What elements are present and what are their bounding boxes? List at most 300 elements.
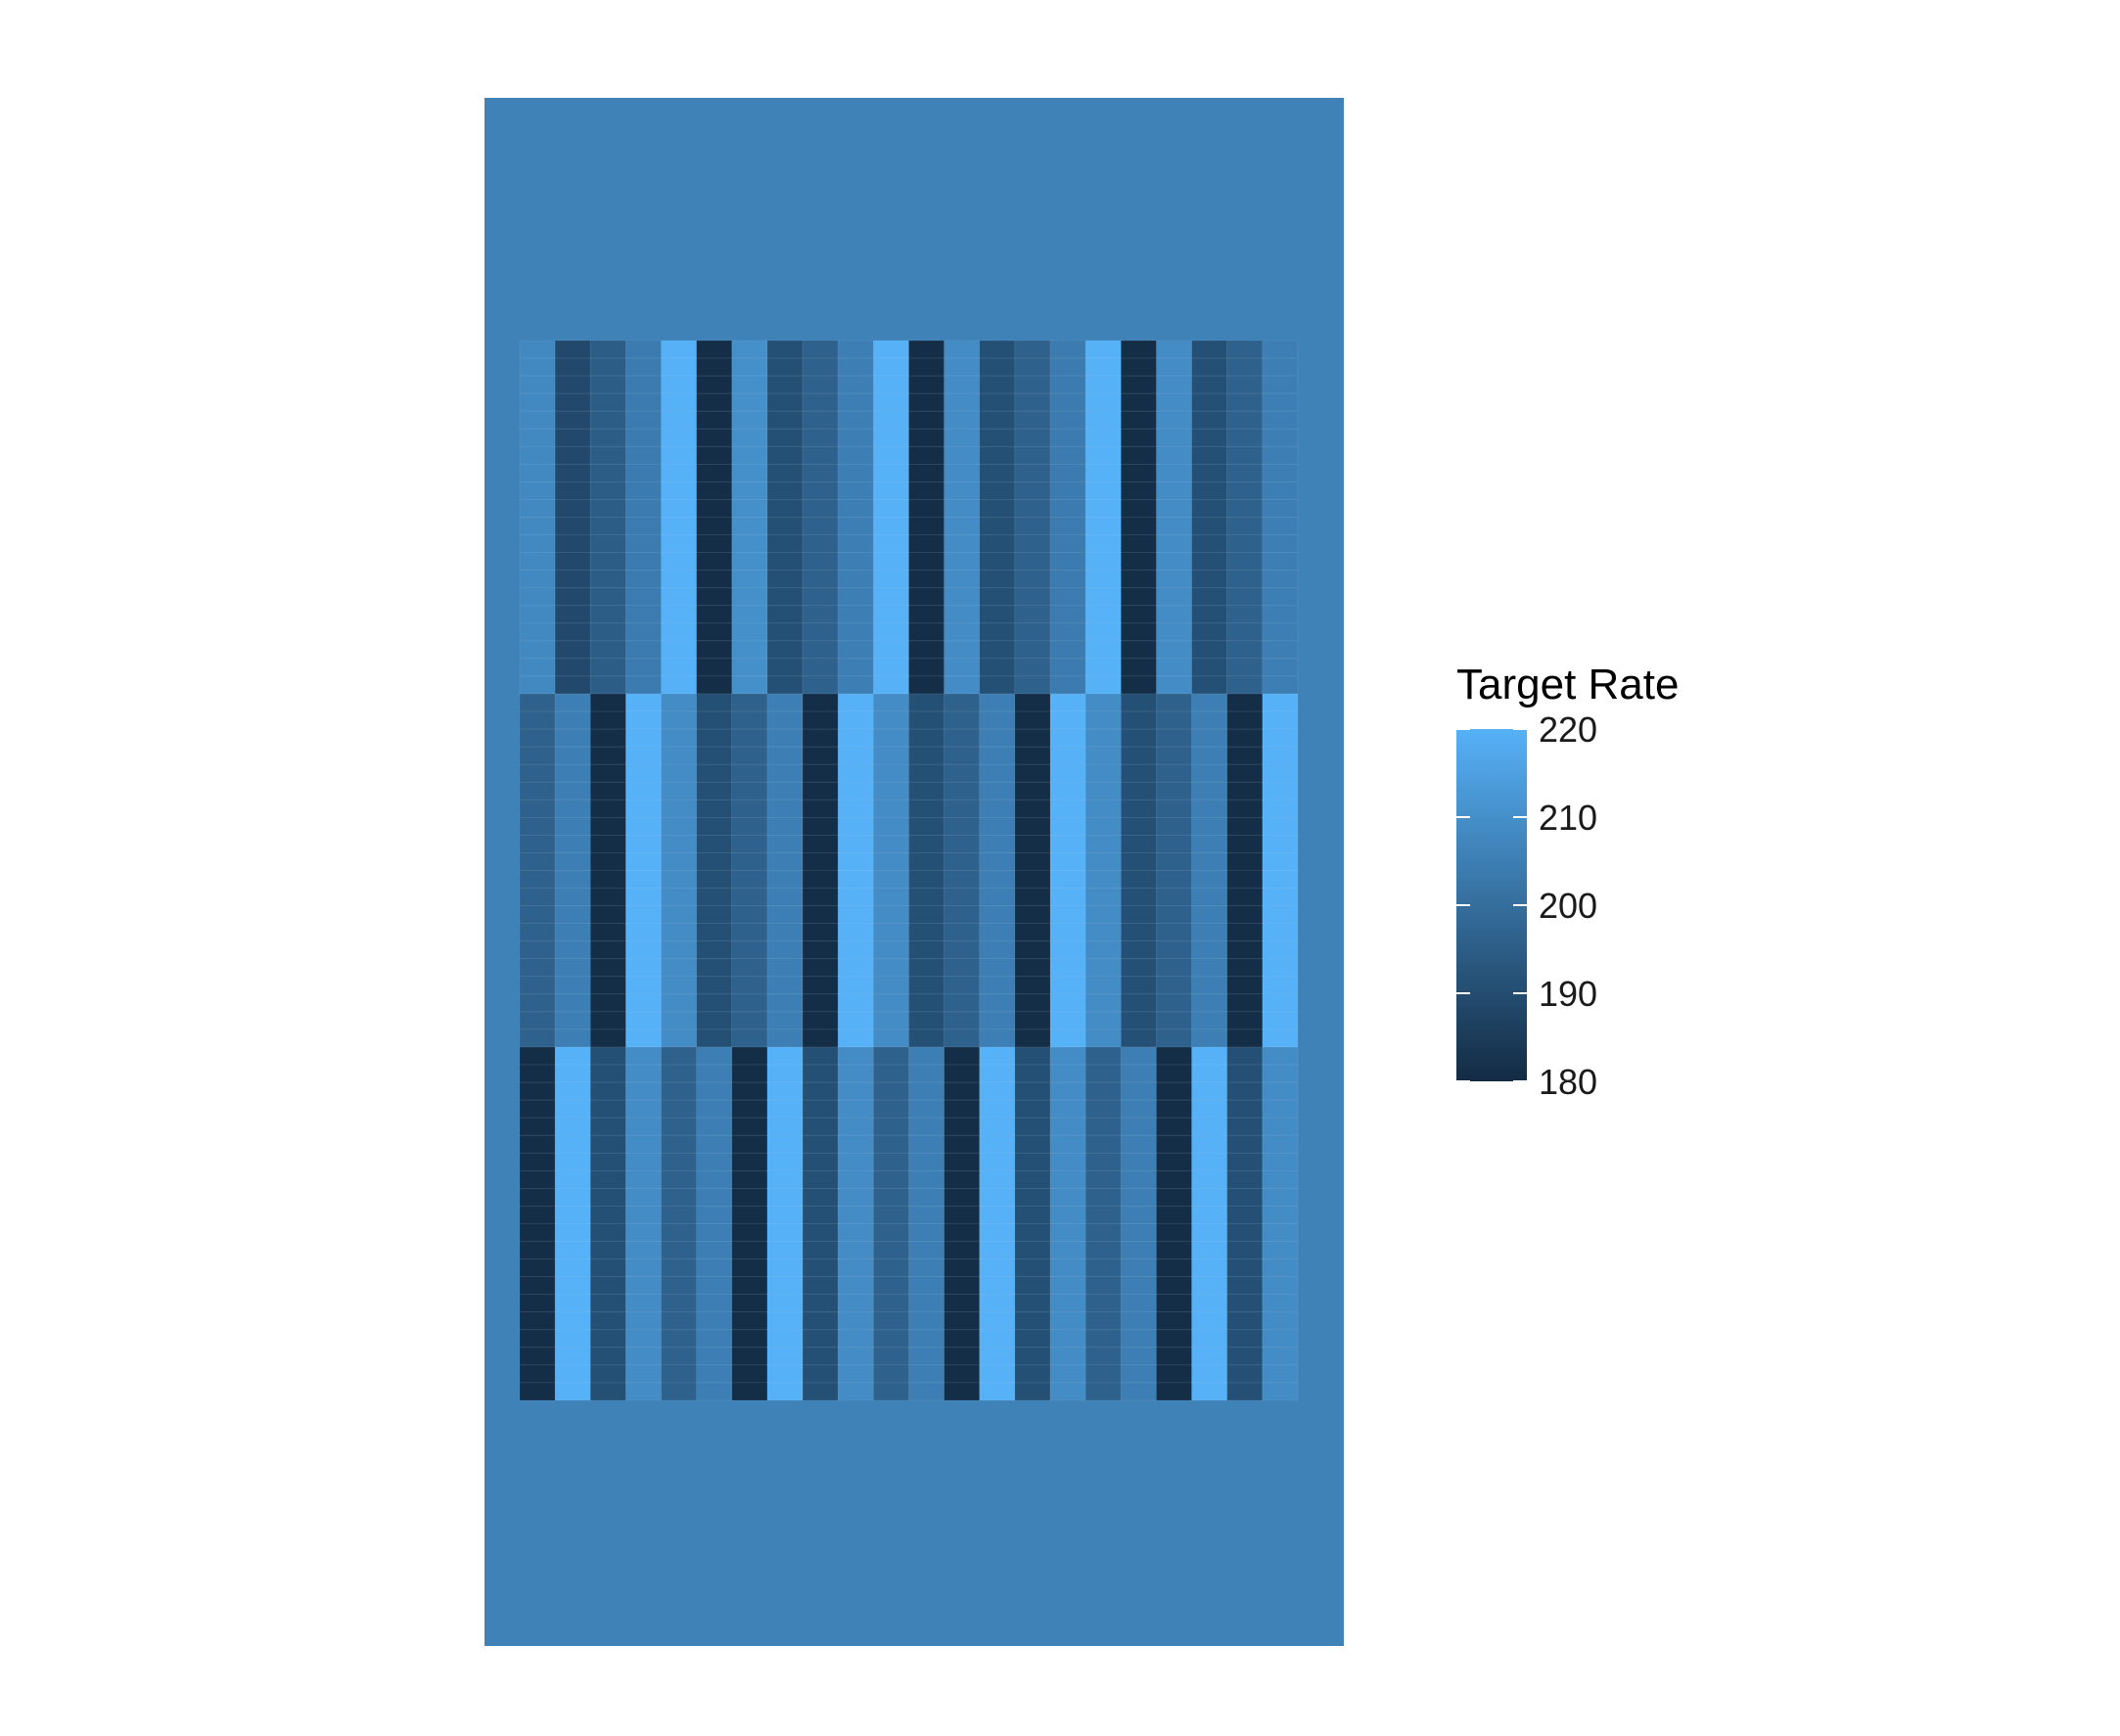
heatmap-tile (662, 977, 697, 994)
legend-tick-label: 180 (1539, 1062, 1598, 1102)
heatmap-tile (590, 411, 625, 429)
heatmap-tile (662, 889, 697, 906)
heatmap-tile (1227, 499, 1263, 517)
heatmap-tile (1050, 429, 1085, 446)
heatmap-tile (662, 729, 697, 747)
heatmap-tile (1227, 676, 1263, 694)
heatmap-tile (767, 1065, 803, 1082)
heatmap-tile (803, 1065, 838, 1082)
heatmap-tile (980, 1065, 1015, 1082)
heatmap-tile (1263, 959, 1298, 977)
heatmap-tile (945, 764, 980, 782)
heatmap-tile (803, 1047, 838, 1065)
heatmap-tile (1156, 941, 1191, 959)
heatmap-tile (1192, 799, 1227, 817)
heatmap-tile (662, 553, 697, 571)
heatmap-tile (1121, 729, 1156, 747)
heatmap-tile (838, 358, 873, 376)
heatmap-tile (767, 446, 803, 464)
heatmap-tile (1227, 941, 1263, 959)
heatmap-tile (520, 676, 555, 694)
heatmap-tile (803, 941, 838, 959)
heatmap-tile (662, 799, 697, 817)
heatmap-tile (662, 817, 697, 835)
heatmap-tile (555, 518, 590, 535)
heatmap-tile (732, 782, 767, 799)
heatmap-tile (909, 799, 945, 817)
heatmap-tile (662, 1330, 697, 1348)
heatmap-tile (662, 994, 697, 1012)
heatmap-tile (732, 906, 767, 924)
heatmap-tile (732, 977, 767, 994)
heatmap-tile (1263, 411, 1298, 429)
heatmap-tile (909, 835, 945, 852)
heatmap-tile (1050, 1259, 1085, 1277)
heatmap-tile (1192, 941, 1227, 959)
heatmap-tile (555, 641, 590, 659)
heatmap-tile (1015, 1170, 1050, 1188)
heatmap-tile (767, 835, 803, 852)
heatmap-tile (1050, 1188, 1085, 1206)
heatmap-tile (662, 924, 697, 941)
heatmap-tile (732, 676, 767, 694)
heatmap-tile (1192, 747, 1227, 764)
heatmap-tile (520, 1188, 555, 1206)
heatmap-tile (838, 906, 873, 924)
heatmap-tile (1085, 1259, 1121, 1277)
heatmap-tile (555, 1118, 590, 1135)
heatmap-tile (873, 1330, 908, 1348)
heatmap-tile (1156, 518, 1191, 535)
heatmap-tile (1050, 941, 1085, 959)
heatmap-tile (520, 835, 555, 852)
heatmap-tile (1227, 1153, 1263, 1170)
heatmap-tile (1263, 729, 1298, 747)
heatmap-tile (1156, 977, 1191, 994)
heatmap-tiles (520, 341, 1298, 1400)
heatmap-tile (945, 694, 980, 711)
heatmap-tile (873, 1277, 908, 1295)
heatmap-tile (625, 747, 661, 764)
heatmap-tile (1121, 411, 1156, 429)
heatmap-tile (945, 747, 980, 764)
heatmap-tile (945, 1365, 980, 1383)
heatmap-tile (873, 764, 908, 782)
heatmap-tile (1085, 694, 1121, 711)
heatmap-tile (732, 1206, 767, 1223)
heatmap-tile (1192, 376, 1227, 393)
heatmap-tile (767, 481, 803, 499)
heatmap-tile (909, 553, 945, 571)
heatmap-tile (662, 1277, 697, 1295)
heatmap-tile (520, 1277, 555, 1295)
heatmap-tile (697, 871, 732, 889)
heatmap-tile (1015, 411, 1050, 429)
heatmap-tile (873, 1348, 908, 1365)
heatmap-tile (590, 1312, 625, 1330)
heatmap-tile (732, 959, 767, 977)
heatmap-tile (1227, 623, 1263, 641)
heatmap-tile (590, 623, 625, 641)
heatmap-tile (1085, 924, 1121, 941)
heatmap-tile (1050, 535, 1085, 553)
heatmap-tile (1085, 571, 1121, 588)
heatmap-tile (838, 1295, 873, 1312)
heatmap-tile (909, 782, 945, 799)
heatmap-tile (590, 1029, 625, 1047)
heatmap-tile (1156, 906, 1191, 924)
heatmap-tile (732, 817, 767, 835)
heatmap-tile (697, 464, 732, 481)
heatmap-tile (1050, 553, 1085, 571)
heatmap-tile (732, 729, 767, 747)
heatmap-tile (980, 659, 1015, 676)
heatmap-tile (1121, 464, 1156, 481)
heatmap-tile (803, 623, 838, 641)
heatmap-tile (1156, 676, 1191, 694)
heatmap-tile (520, 623, 555, 641)
heatmap-tile (1085, 606, 1121, 623)
heatmap-tile (945, 623, 980, 641)
heatmap-tile (909, 1277, 945, 1295)
heatmap-tile (662, 464, 697, 481)
heatmap-tile (590, 429, 625, 446)
heatmap-tile (873, 606, 908, 623)
heatmap-tile (873, 817, 908, 835)
heatmap-tile (590, 1259, 625, 1277)
heatmap-tile (1192, 553, 1227, 571)
heatmap-tile (625, 1029, 661, 1047)
heatmap-tile (555, 782, 590, 799)
heatmap-tile (767, 1295, 803, 1312)
heatmap-tile (1156, 659, 1191, 676)
heatmap-tile (873, 641, 908, 659)
heatmap-tile (1156, 429, 1191, 446)
heatmap-tile (662, 959, 697, 977)
heatmap-tile (1121, 1012, 1156, 1029)
heatmap-tile (838, 924, 873, 941)
heatmap-tile (1050, 1012, 1085, 1029)
heatmap-tile (1192, 1365, 1227, 1383)
heatmap-tile (520, 1118, 555, 1135)
heatmap-tile (625, 358, 661, 376)
heatmap-tile (732, 711, 767, 729)
heatmap-tile (1121, 1206, 1156, 1223)
heatmap-tile (1192, 411, 1227, 429)
heatmap-tile (1227, 1188, 1263, 1206)
heatmap-tile (767, 341, 803, 358)
heatmap-tile (1227, 1012, 1263, 1029)
heatmap-tile (1156, 535, 1191, 553)
heatmap-tile (625, 1259, 661, 1277)
heatmap-tile (838, 1259, 873, 1277)
heatmap-tile (1050, 676, 1085, 694)
heatmap-tile (1050, 1206, 1085, 1223)
heatmap-tile (1156, 1312, 1191, 1330)
heatmap-tile (767, 1348, 803, 1365)
heatmap-tile (945, 1082, 980, 1100)
heatmap-tile (838, 659, 873, 676)
heatmap-tile (1192, 1135, 1227, 1153)
heatmap-tile (555, 871, 590, 889)
heatmap-tile (697, 588, 732, 606)
heatmap-tile (732, 1170, 767, 1188)
heatmap-tile (767, 799, 803, 817)
heatmap-tile (1050, 1153, 1085, 1170)
heatmap-tile (697, 764, 732, 782)
heatmap-tile (555, 393, 590, 411)
heatmap-tile (838, 747, 873, 764)
heatmap-tile (980, 571, 1015, 588)
heatmap-tile (590, 446, 625, 464)
heatmap-tile (1085, 1206, 1121, 1223)
heatmap-tile (1263, 1029, 1298, 1047)
heatmap-tile (1015, 393, 1050, 411)
heatmap-tile (803, 553, 838, 571)
heatmap-tile (873, 889, 908, 906)
heatmap-tile (732, 1383, 767, 1400)
heatmap-tile (520, 641, 555, 659)
heatmap-tile (838, 499, 873, 517)
heatmap-tile (980, 464, 1015, 481)
heatmap-tile (625, 464, 661, 481)
heatmap-tile (1156, 1153, 1191, 1170)
heatmap-tile (1227, 994, 1263, 1012)
heatmap-tile (838, 535, 873, 553)
heatmap-tile (662, 606, 697, 623)
heatmap-tile (662, 1348, 697, 1365)
heatmap-tile (1227, 799, 1263, 817)
legend-tick-label: 210 (1539, 798, 1598, 838)
heatmap-tile (803, 729, 838, 747)
heatmap-tile (945, 1224, 980, 1242)
heatmap-tile (838, 376, 873, 393)
heatmap-tile (625, 1330, 661, 1348)
heatmap-tile (1263, 1365, 1298, 1383)
heatmap-tile (625, 852, 661, 870)
heatmap-tile (945, 977, 980, 994)
heatmap-tile (838, 1277, 873, 1295)
heatmap-tile (1263, 429, 1298, 446)
heatmap-tile (980, 518, 1015, 535)
heatmap-tile (1015, 606, 1050, 623)
heatmap-tile (980, 729, 1015, 747)
heatmap-tile (1121, 1259, 1156, 1277)
heatmap-tile (662, 499, 697, 517)
heatmap-tile (697, 376, 732, 393)
heatmap-tile (1085, 1365, 1121, 1383)
heatmap-tile (1015, 1206, 1050, 1223)
heatmap-tile (1192, 1065, 1227, 1082)
heatmap-tile (1192, 641, 1227, 659)
heatmap-tile (1085, 1277, 1121, 1295)
heatmap-tile (873, 1188, 908, 1206)
heatmap-tile (1085, 1348, 1121, 1365)
heatmap-tile (1121, 1295, 1156, 1312)
heatmap-tile (1015, 518, 1050, 535)
heatmap-tile (1121, 376, 1156, 393)
heatmap-tile (1156, 799, 1191, 817)
heatmap-tile (697, 358, 732, 376)
heatmap-tile (803, 376, 838, 393)
heatmap-tile (590, 906, 625, 924)
heatmap-tile (1121, 747, 1156, 764)
heatmap-tile (767, 1135, 803, 1153)
heatmap-tile (803, 1170, 838, 1188)
heatmap-tile (980, 1277, 1015, 1295)
heatmap-tile (625, 676, 661, 694)
heatmap-tile (945, 817, 980, 835)
heatmap-tile (1085, 1383, 1121, 1400)
heatmap-tile (1227, 711, 1263, 729)
heatmap-tile (1192, 1330, 1227, 1348)
heatmap-tile (945, 1170, 980, 1188)
heatmap-tile (1085, 1012, 1121, 1029)
heatmap-tile (555, 1188, 590, 1206)
heatmap-tile (873, 481, 908, 499)
heatmap-tile (1121, 518, 1156, 535)
heatmap-tile (1192, 1242, 1227, 1259)
heatmap-tile (767, 571, 803, 588)
heatmap-tile (697, 799, 732, 817)
heatmap-tile (909, 376, 945, 393)
heatmap-tile (1050, 764, 1085, 782)
heatmap-tile (1121, 341, 1156, 358)
heatmap-tile (1121, 1330, 1156, 1348)
heatmap-tile (590, 941, 625, 959)
heatmap-tile (980, 1012, 1015, 1029)
heatmap-tile (1121, 481, 1156, 499)
heatmap-tile (873, 1153, 908, 1170)
heatmap-tile (980, 977, 1015, 994)
heatmap-tile (909, 518, 945, 535)
heatmap-tile (625, 1277, 661, 1295)
heatmap-tile (555, 481, 590, 499)
heatmap-tile (1227, 588, 1263, 606)
heatmap-tile (873, 553, 908, 571)
heatmap-tile (662, 659, 697, 676)
heatmap-tile (1015, 659, 1050, 676)
heatmap-tile (838, 1012, 873, 1029)
heatmap-tile (1015, 852, 1050, 870)
heatmap-tile (590, 499, 625, 517)
heatmap-tile (873, 518, 908, 535)
heatmap-tile (1085, 1065, 1121, 1082)
heatmap-tile (909, 906, 945, 924)
heatmap-tile (697, 429, 732, 446)
heatmap-tile (909, 1295, 945, 1312)
heatmap-tile (1156, 588, 1191, 606)
heatmap-tile (873, 729, 908, 747)
heatmap-tile (873, 341, 908, 358)
heatmap-tile (1156, 835, 1191, 852)
heatmap-tile (1227, 1029, 1263, 1047)
heatmap-tile (767, 1029, 803, 1047)
heatmap-tile (697, 835, 732, 852)
heatmap-tile (909, 994, 945, 1012)
heatmap-tile (1263, 852, 1298, 870)
heatmap-tile (1156, 641, 1191, 659)
heatmap-tile (1015, 924, 1050, 941)
heatmap-tile (1015, 1065, 1050, 1082)
heatmap-tile (1015, 1082, 1050, 1100)
heatmap-tile (732, 835, 767, 852)
heatmap-tile (697, 1259, 732, 1277)
heatmap-tile (1227, 1082, 1263, 1100)
heatmap-tile (1050, 518, 1085, 535)
heatmap-tile (1263, 941, 1298, 959)
heatmap-tile (909, 959, 945, 977)
heatmap-tile (1015, 676, 1050, 694)
heatmap-tile (767, 553, 803, 571)
heatmap-tile (1263, 1065, 1298, 1082)
heatmap-tile (590, 1242, 625, 1259)
heatmap-tile (1085, 1242, 1121, 1259)
heatmap-tile (803, 871, 838, 889)
heatmap-tile (909, 606, 945, 623)
heatmap-tile (1227, 1348, 1263, 1365)
heatmap-tile (803, 393, 838, 411)
heatmap-tile (1085, 1029, 1121, 1047)
heatmap-tile (1121, 676, 1156, 694)
heatmap-tile (1263, 799, 1298, 817)
heatmap-tile (520, 782, 555, 799)
heatmap-tile (1156, 1277, 1191, 1295)
heatmap-tile (838, 1170, 873, 1188)
heatmap-tile (520, 341, 555, 358)
heatmap-tile (590, 1153, 625, 1170)
heatmap-tile (1192, 358, 1227, 376)
heatmap-tile (555, 1330, 590, 1348)
heatmap-tile (1192, 676, 1227, 694)
heatmap-tile (662, 1135, 697, 1153)
heatmap-tile (732, 464, 767, 481)
heatmap-tile (732, 747, 767, 764)
heatmap-tile (697, 1100, 732, 1118)
heatmap-tile (1015, 641, 1050, 659)
heatmap-tile (945, 1047, 980, 1065)
heatmap-tile (1263, 623, 1298, 641)
heatmap-tile (1263, 553, 1298, 571)
heatmap-tile (909, 623, 945, 641)
heatmap-tile (662, 941, 697, 959)
heatmap-tile (1050, 889, 1085, 906)
heatmap-tile (697, 959, 732, 977)
heatmap-tile (873, 1047, 908, 1065)
heatmap-tile (945, 411, 980, 429)
heatmap-tile (767, 1259, 803, 1277)
heatmap-tile (1085, 411, 1121, 429)
heatmap-tile (767, 711, 803, 729)
heatmap-tile (803, 782, 838, 799)
heatmap-tile (838, 1047, 873, 1065)
heatmap-tile (803, 835, 838, 852)
heatmap-tile (1050, 835, 1085, 852)
heatmap-tile (1156, 358, 1191, 376)
heatmap-tile (697, 1135, 732, 1153)
heatmap-tile (838, 1100, 873, 1118)
heatmap-tile (1121, 1135, 1156, 1153)
heatmap-tile (909, 1365, 945, 1383)
heatmap-tile (662, 782, 697, 799)
heatmap-tile (1263, 1135, 1298, 1153)
heatmap-tile (1121, 817, 1156, 835)
heatmap-tile (555, 852, 590, 870)
heatmap-tile (838, 1330, 873, 1348)
heatmap-tile (625, 1224, 661, 1242)
heatmap-tile (1263, 782, 1298, 799)
heatmap-tile (1050, 817, 1085, 835)
